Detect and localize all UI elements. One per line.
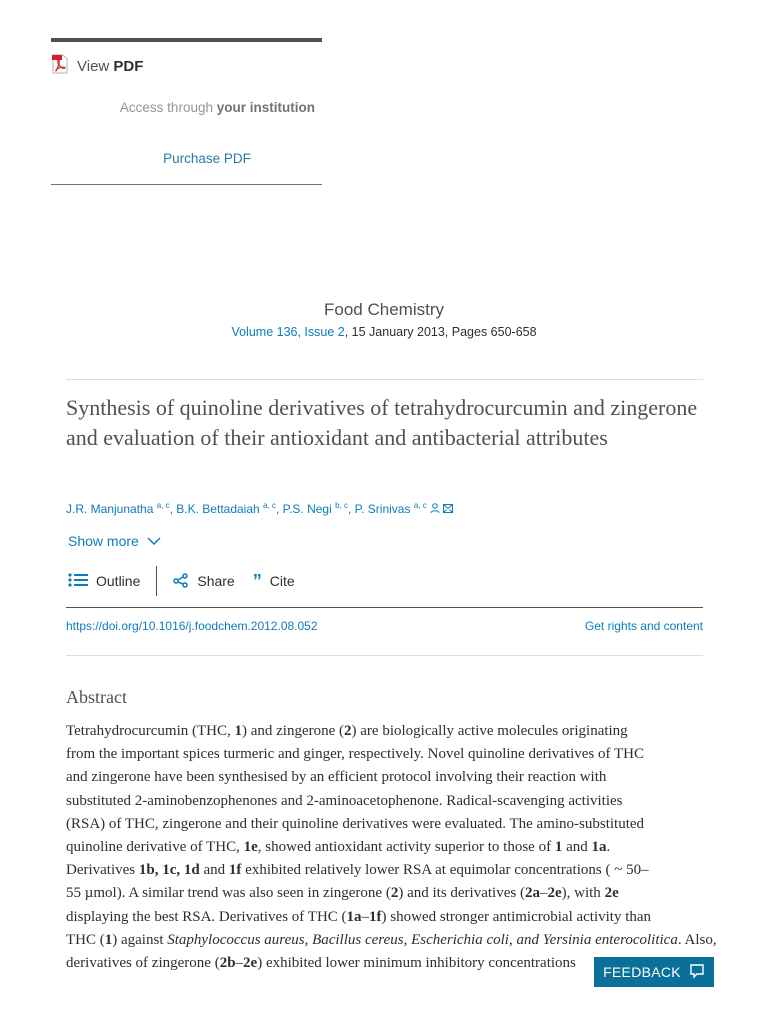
author-affiliation[interactable]: a, c: [413, 501, 427, 510]
abstract-segment: ) exhibited lower minimum inhibitory concentrations: [257, 955, 576, 972]
article-title: Synthesis of quinoline derivatives of tetrahydrocurcumin and zingerone and evaluation of their antioxidant and antibacterial attributes: [66, 395, 698, 450]
abstract-line: [66, 859, 716, 882]
abstract-line: [66, 813, 716, 836]
abstract-segment: THC (: [66, 931, 105, 948]
abstract-segment: quinoline derivative of THC,: [66, 839, 244, 856]
compound-ref: 1a: [346, 908, 362, 925]
abstract-segment: –: [539, 885, 548, 902]
volume-issue-link[interactable]: Volume 136, Issue 2: [231, 325, 345, 339]
toolbar-rule: [66, 607, 703, 608]
abstract-segment: ), with: [561, 885, 605, 902]
author-affiliation[interactable]: a, c: [263, 501, 276, 510]
volume-date-pages: , 15 January 2013, Pages 650-658: [344, 325, 537, 339]
abstract-segment: 55 µmol). A similar trend was also seen in zingerone (: [66, 885, 391, 902]
view-pdf-label: View: [77, 57, 110, 75]
abstract-segment: and zingerone have been synthesised by an efficient protocol involving their reaction with: [66, 769, 607, 786]
abstract-segment: ) are biologically active molecules originating: [351, 723, 628, 739]
rights-link[interactable]: Get rights and content: [584, 619, 703, 633]
abstract-segment: .: [606, 839, 611, 856]
abstract-segment: Tetrahydrocurcumin (THC,: [66, 723, 235, 739]
share-label: Share: [197, 573, 235, 589]
abstract-segment: ) and zingerone (: [241, 723, 345, 739]
abstract-segment: substituted 2-aminobenzophenones and 2-aminoacetophenone. Radical-scavenging activities: [66, 792, 623, 809]
toolbar-separator: [156, 566, 157, 596]
share-icon: [173, 572, 189, 591]
abstract-segment: displaying the best RSA. Derivatives of THC (: [66, 908, 347, 925]
access-bold: your institution: [216, 100, 315, 115]
abstract-segment: , showed antioxidant activity superior to those of: [257, 839, 555, 856]
envelope-icon[interactable]: [440, 502, 453, 516]
quote-icon: ”: [252, 571, 262, 591]
feedback-label: FEEDBACK: [603, 964, 681, 980]
compound-ref: 2: [344, 723, 352, 739]
cite-label: Cite: [269, 573, 295, 589]
abstract-line: [66, 929, 716, 952]
abstract-segment: Derivatives: [66, 862, 139, 879]
pdf-icon: [51, 54, 69, 78]
compound-ref: 1f: [228, 862, 242, 879]
article-toolbar: [68, 566, 295, 596]
abstract-heading: Abstract: [66, 687, 127, 707]
compound-ref: 1: [234, 723, 242, 739]
abstract-segment: . Also,: [677, 931, 717, 948]
abstract-segment: –: [235, 955, 244, 972]
access-prefix: Access through: [119, 100, 213, 115]
author-link[interactable]: J.R. Manjunatha $^{a, c}$: [66, 501, 170, 516]
author-link[interactable]: P. Srinivas $^{a, c}$: [354, 501, 427, 516]
view-pdf-bold: PDF: [113, 57, 144, 75]
volume-info: [0, 325, 768, 339]
person-icon[interactable]: [427, 502, 440, 516]
abstract-line: [66, 790, 716, 813]
author-link[interactable]: B.K. Bettadaiah $^{a, c}$: [176, 501, 276, 516]
compound-ref: 2e: [243, 955, 258, 972]
outline-button[interactable]: [68, 572, 140, 591]
author-affiliation[interactable]: a, c: [156, 501, 170, 510]
compound-ref: 2a: [524, 885, 540, 902]
share-button[interactable]: [173, 572, 234, 591]
list-icon: [68, 572, 88, 591]
abstract-segment: ) against: [112, 931, 168, 948]
compound-ref: 1b, 1c, 1d: [138, 862, 200, 879]
compound-ref: 2e: [547, 885, 562, 902]
compound-ref: 1: [104, 931, 113, 948]
abstract-line: [66, 836, 716, 859]
author-list: J.R. Manjunatha $^{a, c}$, B.K. Bettadaiah $^{a, c}$, P.S. Negi $^{b, c}$, P. Srinivas $^{a, c}$: [66, 501, 453, 516]
abstract-line: [66, 766, 716, 789]
abstract-segment: ) showed stronger antimicrobial activity than: [381, 908, 652, 925]
feedback-button[interactable]: [594, 957, 714, 987]
purchase-pdf-link[interactable]: Purchase PDF: [163, 151, 251, 166]
abstract-segment: derivatives of zingerone (: [66, 955, 220, 972]
sidebar-bottom-rule: [51, 184, 322, 185]
sidebar-top-rule: [51, 38, 322, 42]
speech-bubble-icon: [689, 963, 705, 982]
abstract-line: [66, 906, 716, 929]
compound-ref: 1f: [369, 908, 382, 925]
abstract-segment: from the important spices turmeric and ginger, respectively. Novel quinoline derivatives of THC: [66, 746, 644, 763]
divider: [66, 379, 703, 380]
compound-ref: 1: [554, 839, 563, 856]
compound-ref: 2e: [604, 885, 619, 902]
access-institution-link[interactable]: [51, 100, 322, 115]
doi-link[interactable]: https://doi.org/10.1016/j.foodchem.2012.08.052: [66, 619, 318, 633]
abstract-line: [66, 743, 716, 766]
cite-button[interactable]: [253, 572, 295, 590]
chevron-down-icon: [147, 533, 161, 549]
author-affiliation[interactable]: b, c: [335, 501, 348, 510]
abstract-segment: and: [199, 862, 229, 879]
compound-ref: 2: [390, 885, 399, 902]
abstract-segment: –: [361, 908, 370, 925]
abstract-segment: and: [562, 839, 592, 856]
compound-ref: 1a: [591, 839, 607, 856]
abstract-segment: ) and its derivatives (: [398, 885, 525, 902]
compound-ref: 1e: [243, 839, 258, 856]
view-pdf-link[interactable]: [51, 54, 143, 78]
show-more-button[interactable]: [68, 533, 161, 549]
abstract-segment: exhibited relatively lower RSA at equimolar concentrations ( ~ 50–: [241, 862, 649, 879]
divider: [66, 655, 703, 656]
journal-title[interactable]: Food Chemistry: [324, 300, 444, 319]
outline-label: Outline: [96, 573, 141, 589]
compound-ref: 2b: [219, 955, 236, 972]
author-link[interactable]: P.S. Negi $^{b, c}$: [282, 501, 348, 516]
show-more-label: Show more: [68, 533, 139, 549]
abstract-line: [66, 882, 716, 905]
species-names: Staphylococcus aureus, Bacillus cereus, Escherichia coli, and Yersinia enterocolitica: [167, 931, 678, 948]
abstract-segment: (RSA) of THC, zingerone and their quinoline derivatives were evaluated. The amino-substituted: [66, 815, 645, 832]
abstract-line: [66, 720, 716, 743]
abstract-text: [66, 720, 716, 975]
